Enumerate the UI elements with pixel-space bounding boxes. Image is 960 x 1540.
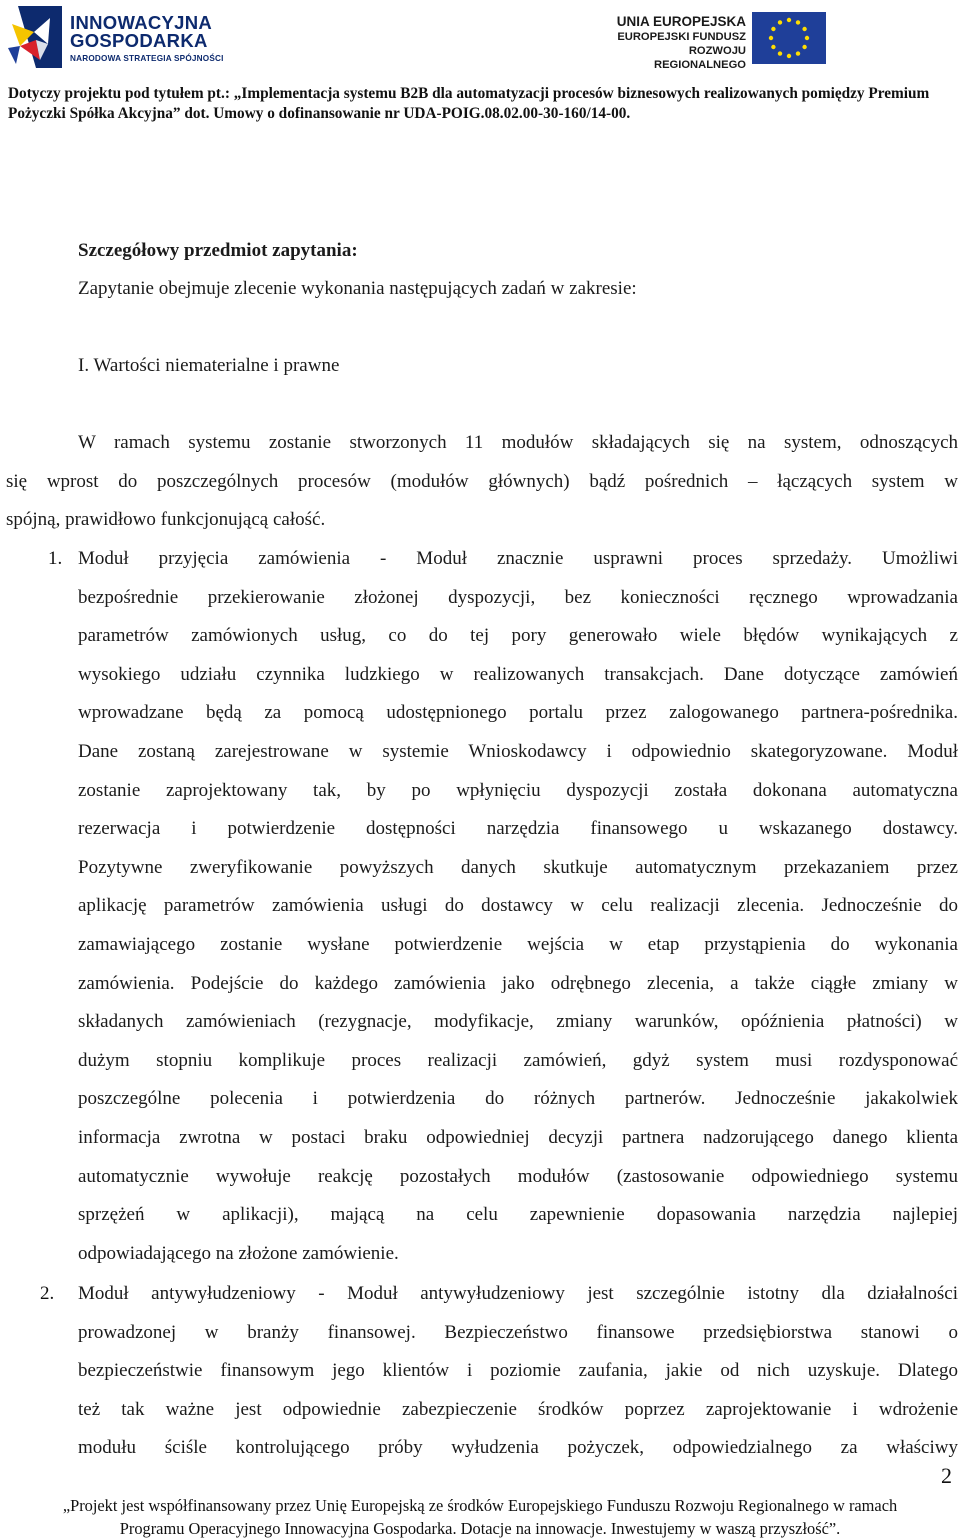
paragraph-intro: [6, 424, 958, 540]
eu-flag-icon: [752, 12, 826, 64]
paragraph-line: odpowiadającego na złożone zamówienie.: [78, 1242, 399, 1264]
paragraph-line: bezpośrednie przekierowanie złożonej dyspozycji, bez konieczności ręcznego wprowadzania: [78, 586, 958, 608]
section-heading: Szczegółowy przedmiot zapytania:: [78, 240, 358, 261]
ig-logo-title-line2: GOSPODARKA: [70, 30, 208, 51]
paragraph-line: modułu ściśle kontrolującego próby wyłudzenia pożyczek, odpowiedzialnego za właściwy: [78, 1437, 958, 1459]
eu-logo-line1: UNIA EUROPEJSKA: [616, 14, 746, 29]
eu-logo-line2: EUROPEJSKI FUNDUSZ: [617, 31, 746, 43]
paragraph-line: Moduł przyjęcia zamówienia - Moduł znacznie usprawni proces sprzedaży. Umożliwi: [78, 548, 958, 569]
paragraph-line: się wprost do poszczególnych procesów (modułów głównych) bądź pośrednich – łączących system w: [6, 470, 958, 492]
paragraph-line: sprzężeń w aplikacji), mającą na celu zapewnienie dopasowania narzędzia najlepiej: [78, 1204, 958, 1226]
paragraph-line: zamawiającego zostanie wysłane potwierdzenie wejścia w etap przystąpienia do wykonania: [78, 933, 958, 955]
list-item-module-order: [78, 540, 958, 1273]
paragraph-line: parametrów zamówionych usług, co do tej pory generowało wiele błędów wynikających z: [78, 625, 958, 647]
ig-logo-subtitle: NARODOWA STRATEGIA SPÓJNOŚCI: [70, 54, 224, 63]
ig-logo-title: [70, 14, 212, 50]
project-header-line2: Pożyczki Spółka Akcyjna” dot. Umowy o dofinansowanie nr UDA-POIG.08.02.00-30-160/14-00.: [8, 105, 631, 122]
page-footer: [0, 1494, 960, 1540]
paragraph-line: Pozytywne zweryfikowanie powyższych danych skutkuje automatycznym przekazaniem przez: [78, 856, 958, 878]
ig-star-logo-icon: [6, 4, 66, 70]
paragraph-line: aplikację parametrów zamówienia usługi do dostawcy w celu realizacji zlecenia. Jednocześnie do: [78, 895, 958, 917]
paragraph-line: prowadzonej w branży finansowej. Bezpieczeństwo finansowe przedsiębiorstwa stanowi o: [78, 1321, 958, 1343]
paragraph-line: informacja zwrotna w postaci braku odpowiedniej decyzji partnera nadzorującego danego klienta: [78, 1126, 958, 1148]
list-item-module-antifraud: [78, 1275, 958, 1468]
paragraph-line: zamówienia. Podejście do każdego zamówienia jako odrębnego zlecenia, a także ciągłe zmiany w: [78, 972, 958, 994]
ig-logo-title-line1: INNOWACYJNA: [70, 12, 213, 33]
eu-logo-text: [596, 14, 746, 72]
project-header: [8, 84, 958, 124]
eu-logo: [596, 12, 828, 76]
project-header-line1: Dotyczy projektu pod tytułem pt.: „Implementacja systemu B2B dla automatyzacji procesów biznesowych realizowanych pomiędzy Premium: [8, 85, 930, 102]
paragraph-line: automatycznie wywołuje reakcję pozostałych modułów (zastosowanie odpowiedniego systemu: [78, 1165, 958, 1187]
paragraph-line: wprowadzane będą za pomocą udostępnionego portalu przez zalogowanego partnera-pośrednika.: [78, 702, 958, 724]
paragraph-line: wysokiego udziału czynnika ludzkiego w realizowanych transakcjach. Dane dotyczące zamówień: [78, 663, 958, 685]
intro-text: Zapytanie obejmuje zlecenie wykonania następujących zadań w zakresie:: [78, 278, 637, 299]
paragraph-line: też tak ważne jest odpowiednie zabezpieczenie środków poprzez zaprojektowanie i wdrożenie: [78, 1398, 958, 1420]
paragraph-line: bezpieczeństwie finansowym jego klientów i poziomie zaufania, jakie od nich uzyskuje. Dlatego: [78, 1360, 958, 1382]
paragraph-line: poszczególne polecenia i potwierdzenia do różnych partnerów. Jednocześnie jakakolwiek: [78, 1088, 958, 1110]
paragraph-line: dużym stopniu komplikuje proces realizacji zamówień, gdyż system musi rozdysponować: [78, 1049, 958, 1071]
eu-logo-line3: ROZWOJU REGIONALNEGO: [654, 45, 746, 71]
page-number: 2: [941, 1463, 952, 1488]
paragraph-line: Dane zostaną zarejestrowane w systemie Wnioskodawcy i odpowiednio skategoryzowane. Moduł: [78, 740, 958, 762]
paragraph-line: W ramach systemu zostanie stworzonych 11 modułów składających się na system, odnoszących: [78, 432, 958, 453]
footer-line2: Programu Operacyjnego Innowacyjna Gospodarka. Dotacje na innowacje. Inwestujemy w waszą przyszłość”.: [119, 1519, 841, 1538]
paragraph-line: zostanie zaprojektowany tak, by po wpłynięciu dyspozycji została dokonana automatyczna: [78, 779, 958, 801]
list-item-number: 2.: [40, 1283, 55, 1304]
section-title: I. Wartości niematerialne i prawne: [78, 355, 340, 376]
paragraph-line: spójną, prawidłowo funkcjonującą całość.: [6, 509, 326, 531]
list-item-number: 1.: [48, 548, 63, 569]
footer-line1: „Projekt jest współfinansowany przez Unię Europejską ze środków Europejskiego Funduszu Rozwoju Regionalnego w ramach: [62, 1496, 898, 1515]
innowacyjna-gospodarka-logo: [6, 4, 236, 72]
paragraph-line: rezerwacja i potwierdzenie dostępności narzędzia finansowego u wskazanego dostawcy.: [78, 818, 958, 840]
paragraph-line: Moduł antywyłudzeniowy - Moduł antywyłudzeniowy jest szczególnie istotny dla działalności: [78, 1283, 958, 1304]
paragraph-line: składanych zamówieniach (rezygnacje, modyfikacje, zmiany warunków, opóźnienia płatności) w: [78, 1011, 958, 1033]
